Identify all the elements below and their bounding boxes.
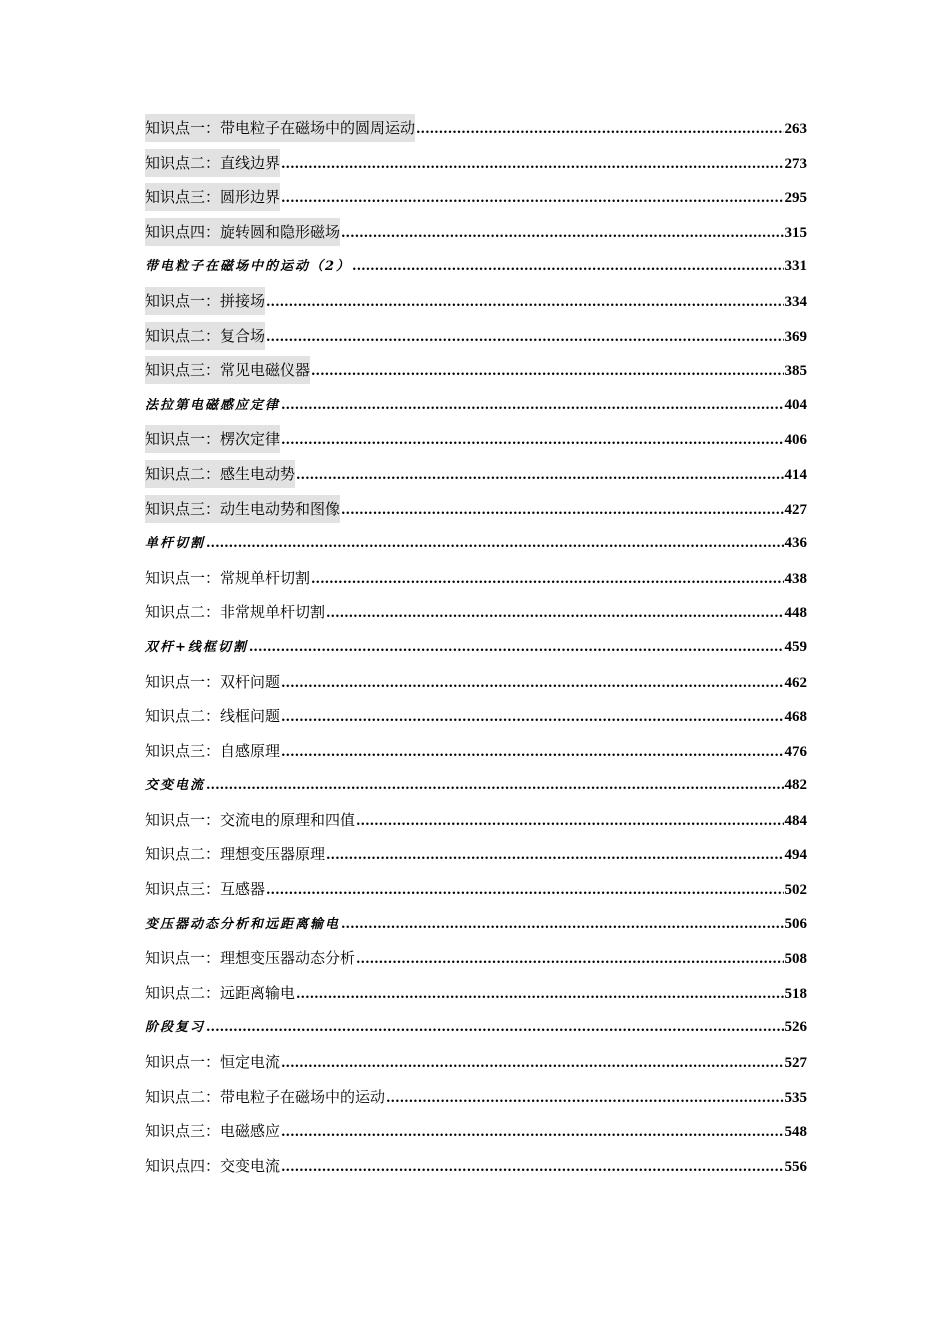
toc-page-number: 404: [784, 396, 807, 413]
toc-page-number: 535: [784, 1089, 807, 1106]
toc-knowledge-point-entry[interactable]: [145, 287, 807, 322]
toc-knowledge-point-entry[interactable]: [145, 564, 807, 599]
toc-page-number: 273: [784, 155, 807, 172]
toc-page-number: 556: [784, 1158, 807, 1175]
toc-dot-leader: [311, 566, 783, 594]
toc-dot-leader: [356, 808, 783, 836]
toc-page-number: 508: [784, 951, 807, 968]
toc-knowledge-point-entry[interactable]: [145, 356, 807, 391]
toc-dot-leader: [341, 497, 783, 525]
toc-entry-title: 双杆+线框切割: [145, 639, 248, 655]
toc-page-number: 436: [784, 535, 807, 552]
toc-section-entry[interactable]: [145, 391, 807, 426]
toc-section-entry[interactable]: [145, 1013, 807, 1048]
toc-entry-title: 知识点四：旋转圆和隐形磁场: [145, 218, 340, 246]
toc-knowledge-point-entry[interactable]: [145, 1117, 807, 1152]
toc-dot-leader: [311, 358, 783, 386]
toc-knowledge-point-entry[interactable]: [145, 944, 807, 979]
toc-section-entry[interactable]: [145, 633, 807, 668]
toc-dot-leader: [386, 1085, 783, 1113]
toc-dot-leader: [352, 253, 783, 281]
toc-page-number: 331: [784, 258, 807, 275]
toc-knowledge-point-entry[interactable]: [145, 495, 807, 530]
toc-dot-leader: [266, 289, 783, 317]
toc-entry-title: 知识点三：互感器: [145, 880, 266, 899]
toc-dot-leader: [281, 1050, 783, 1078]
toc-page-number: 482: [784, 777, 807, 794]
toc-knowledge-point-entry[interactable]: [145, 1083, 807, 1118]
toc-dot-leader: [281, 392, 783, 420]
toc-knowledge-point-entry[interactable]: [145, 149, 807, 184]
toc-knowledge-point-entry[interactable]: [145, 425, 807, 460]
toc-entry-title: 知识点三：自感原理: [145, 741, 281, 760]
toc-entry-title: 知识点二：非常规单杆切割: [145, 603, 326, 622]
toc-page-number: 295: [784, 190, 807, 207]
toc-page-number: 263: [784, 121, 807, 137]
toc-dot-leader: [266, 877, 783, 905]
toc-knowledge-point-entry[interactable]: [145, 598, 807, 633]
toc-entry-title: 带电粒子在磁场中的运动（2）: [145, 259, 352, 275]
toc-dot-leader: [281, 151, 783, 179]
toc-dot-leader: [281, 185, 783, 213]
toc-entry-title: 变压器动态分析和远距离输电: [145, 916, 341, 932]
toc-entry-title: 知识点三：电磁感应: [145, 1122, 281, 1141]
toc-page-number: 462: [784, 674, 807, 691]
toc-knowledge-point-entry[interactable]: [145, 806, 807, 841]
toc-entry-title: 知识点四：交变电流: [145, 1156, 281, 1175]
toc-dot-leader: [249, 634, 784, 662]
toc-page-number: 385: [784, 363, 807, 380]
toc-knowledge-point-entry[interactable]: [145, 322, 807, 357]
toc-entry-title: 知识点二：感生电动势: [145, 460, 295, 488]
toc-page-number: 427: [784, 501, 807, 518]
toc-page-number: 518: [784, 985, 807, 1002]
toc-dot-leader: [266, 324, 783, 352]
toc-knowledge-point-entry[interactable]: [145, 702, 807, 737]
toc-entry-title: 知识点一：带电粒子在磁场中的圆周运动: [145, 114, 415, 142]
toc-dot-leader: [296, 981, 783, 1009]
toc-page-number: 369: [784, 328, 807, 345]
toc-entry-title: 知识点一：双杆问题: [145, 672, 281, 691]
toc-page-number: 315: [784, 224, 807, 241]
toc-page-number: 506: [784, 915, 807, 932]
table-of-contents: [145, 114, 807, 1186]
toc-knowledge-point-entry[interactable]: [145, 1048, 807, 1083]
toc-page-number: 406: [784, 432, 807, 449]
toc-dot-leader: [281, 739, 783, 767]
toc-entry-title: 单杆切割: [145, 536, 206, 552]
toc-page-number: 448: [784, 605, 807, 622]
toc-dot-leader: [341, 220, 783, 248]
toc-page-number: 548: [784, 1124, 807, 1141]
toc-entry-title: 知识点二：复合场: [145, 322, 265, 350]
toc-knowledge-point-entry[interactable]: [145, 218, 807, 253]
toc-dot-leader: [341, 911, 783, 939]
toc-knowledge-point-entry[interactable]: [145, 183, 807, 218]
toc-entry-title: 知识点三：圆形边界: [145, 183, 280, 211]
toc-dot-leader: [281, 427, 783, 455]
toc-dot-leader: [416, 116, 783, 144]
toc-knowledge-point-entry[interactable]: [145, 979, 807, 1014]
toc-entry-title: 知识点二：带电粒子在磁场中的运动: [145, 1087, 386, 1106]
toc-dot-leader: [206, 772, 783, 800]
toc-dot-leader: [206, 530, 783, 558]
toc-knowledge-point-entry[interactable]: [145, 114, 807, 149]
toc-page-number: 334: [784, 293, 807, 310]
toc-entry-title: 法拉第电磁感应定律: [145, 397, 281, 413]
toc-section-entry[interactable]: [145, 529, 807, 564]
toc-entry-title: 知识点一：交流电的原理和四值: [145, 810, 356, 829]
toc-knowledge-point-entry[interactable]: [145, 1152, 807, 1187]
toc-entry-title: 知识点一：恒定电流: [145, 1053, 281, 1072]
toc-page-number: 502: [784, 882, 807, 899]
toc-page-number: 526: [784, 1019, 807, 1036]
toc-knowledge-point-entry[interactable]: [145, 737, 807, 772]
toc-section-entry[interactable]: [145, 252, 807, 287]
toc-entry-title: 知识点二：远距离输电: [145, 983, 296, 1002]
toc-entry-title: 阶段复习: [145, 1020, 206, 1036]
toc-dot-leader: [326, 600, 783, 628]
toc-dot-leader: [356, 946, 783, 974]
toc-dot-leader: [206, 1014, 783, 1042]
toc-entry-title: 知识点二：理想变压器原理: [145, 845, 326, 864]
toc-page-number: 476: [784, 743, 807, 760]
toc-page-number: 494: [784, 847, 807, 864]
toc-page-number: 459: [784, 638, 807, 655]
toc-dot-leader: [281, 1154, 783, 1182]
toc-dot-leader: [296, 462, 783, 490]
toc-entry-title: 知识点二：直线边界: [145, 149, 280, 177]
toc-page-number: 468: [784, 709, 807, 726]
toc-page-number: 438: [784, 570, 807, 587]
toc-entry-title: 知识点三：常见电磁仪器: [145, 356, 310, 384]
toc-entry-title: 知识点一：理想变压器动态分析: [145, 949, 356, 968]
toc-entry-title: 知识点一：常规单杆切割: [145, 568, 311, 587]
toc-dot-leader: [281, 704, 783, 732]
toc-page-number: 527: [784, 1055, 807, 1072]
toc-dot-leader: [281, 1119, 783, 1147]
toc-entry-title: 知识点三：动生电动势和图像: [145, 495, 340, 523]
toc-page-number: 414: [784, 466, 807, 483]
toc-entry-title: 交变电流: [145, 778, 206, 794]
toc-entry-title: 知识点二：线框问题: [145, 707, 281, 726]
toc-section-entry[interactable]: [145, 771, 807, 806]
toc-knowledge-point-entry[interactable]: [145, 460, 807, 495]
toc-knowledge-point-entry[interactable]: [145, 668, 807, 703]
toc-page-number: 484: [784, 812, 807, 829]
toc-entry-title: 知识点一：拼接场: [145, 287, 265, 315]
toc-entry-title: 知识点一：楞次定律: [145, 425, 280, 453]
toc-section-entry[interactable]: [145, 910, 807, 945]
toc-dot-leader: [326, 842, 783, 870]
toc-dot-leader: [281, 670, 783, 698]
toc-knowledge-point-entry[interactable]: [145, 840, 807, 875]
toc-knowledge-point-entry[interactable]: [145, 875, 807, 910]
